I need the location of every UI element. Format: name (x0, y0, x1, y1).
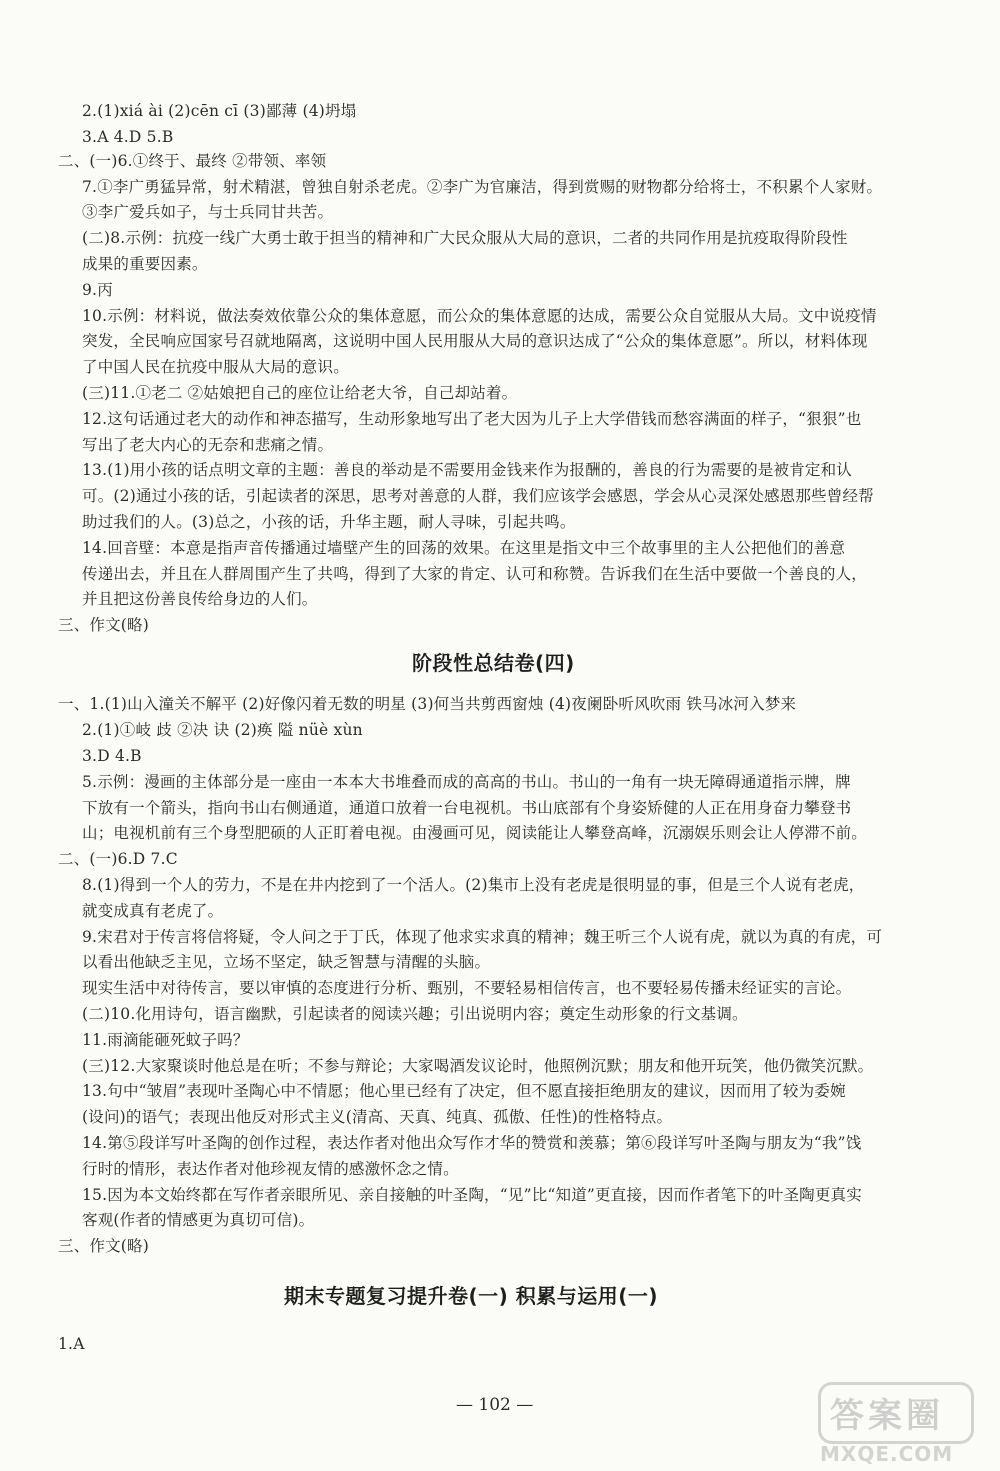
text-line: 了中国人民在抗疫中服从大局的意识。 (82, 358, 349, 376)
text-line: 现实生活中对待传言，要以审慎的态度进行分析、甄别，不要轻易相信传言，也不要轻易传播未经证实的言论。 (82, 979, 852, 997)
text-line: 13.(1)用小孩的话点明文章的主题：善良的举动是不需要用金钱来作为报酬的，善良的行为需要的是被肯定和认 (82, 461, 853, 479)
text-line: 3.D 4.B (82, 747, 142, 765)
section-title: 阶段性总结卷(四) (412, 651, 575, 675)
page-number: — 102 — (456, 1395, 534, 1415)
watermark-url: MXQE.COM (820, 1442, 954, 1466)
watermark-logo-text: 答案圈 (830, 1396, 944, 1436)
text-line: 以看出他缺乏主见，立场不坚定，缺乏智慧与清醒的头脑。 (82, 953, 491, 971)
text-line: 可。(2)通过小孩的话，引起读者的深思，思考对善意的人群，我们应该学会感恩，学会从心灵深处感恩那些曾经帮 (82, 487, 874, 505)
text-line: 2.(1)①岐 歧 ②决 诀 (2)痪 隘 nüè xùn (82, 721, 363, 739)
watermark-logo (790, 1380, 990, 1470)
text-line: 15.因为本文始终都在写作者亲眼所见、亲自接触的叶圣陶，“见”比“知道”更直接，因而作者笔下的叶圣陶更真实 (82, 1186, 862, 1204)
text-line: (三)12.大家聚谈时他总是在听；不参与辩论；大家喝酒发议论时，他照例沉默；朋友和他开玩笑，他仍微笑沉默。 (82, 1057, 874, 1075)
text-line: 3.A 4.D 5.B (82, 128, 174, 146)
text-line: 9.宋君对于传言将信将疑，令人问之于丁氏，体现了他求实求真的精神；魏王听三个人说有虎，就以为真的有虎，可 (82, 928, 883, 946)
text-line: 9.丙 (82, 281, 113, 299)
text-line: 下放有一个箭头，指向书山右侧通道，通道口放着一台电视机。书山底部有个身姿矫健的人正在用身奋力攀登书 (82, 799, 852, 817)
text-line: 行时的情形，表达作者对他珍视友情的感激怀念之情。 (82, 1160, 459, 1178)
text-line: 12.这句话通过老大的动作和神态描写，生动形象地写出了老大因为儿子上大学借钱而愁容满面的样子，“狠狠”也 (82, 410, 862, 428)
text-line: 1.A (58, 1335, 85, 1353)
text-line: 14.第⑤段详写叶圣陶的创作过程，表达作者对他出众写作才华的赞赏和羡慕；第⑥段详写叶圣陶与朋友为“我”饯 (82, 1134, 862, 1152)
text-line: 三、作文(略) (58, 1237, 149, 1255)
section-title: 期末专题复习提升卷(一) 积累与运用(一) (284, 1284, 659, 1308)
text-line: (三)11.①老二 ②姑娘把自己的座位让给老大爷，自己却站着。 (82, 384, 518, 402)
text-line: 5.示例：漫画的主体部分是一座由一本本大书堆叠而成的高高的书山。书山的一角有一块无障碍通道指示牌，牌 (82, 773, 851, 791)
text-line: 13.句中“皱眉”表现叶圣陶心中不情愿；他心里已经有了决定，但不愿直接拒绝朋友的建议，因而用了较为委婉 (82, 1082, 846, 1100)
text-line: 14.回音壁：本意是指声音传播通过墙壁产生的回荡的效果。在这里是指文中三个故事里的主人公把他们的善意 (82, 539, 846, 557)
text-line: 二、(一)6.①终于、最终 ②带领、率领 (58, 152, 327, 170)
text-line: 三、作文(略) (58, 616, 149, 634)
text-line: 突发，全民响应国家号召就地隔离，这说明中国人民用服从大局的意识达成了“公众的集体意愿”。所以，材料体现 (82, 332, 868, 350)
text-line: ③李广爱兵如子，与士兵同甘共苦。 (82, 203, 334, 221)
text-line: 就变成真有老虎了。 (82, 902, 224, 920)
text-line: 11.雨滴能砸死蚊子吗？ (82, 1031, 249, 1049)
text-line: 2.(1)xiá ài (2)cēn cī (3)鄙薄 (4)坍塌 (82, 102, 357, 120)
text-line: 写出了老大内心的无奈和悲痛之情。 (82, 436, 334, 454)
text-line: 7.①李广勇猛异常，射术精湛，曾独自射杀老虎。②李广为官廉洁，得到赏赐的财物都分给将士，不积累个人家财。 (82, 178, 883, 196)
text-line: 助过我们的人。(3)总之，小孩的话，升华主题，耐人寻味，引起共鸣。 (82, 513, 576, 531)
text-line: 山；电视机前有三个身型肥硕的人正盯着电视。由漫画可见，阅读能让人攀登高峰，沉溺娱乐则会让人停滞不前。 (82, 824, 868, 842)
text-line: 一、1.(1)山入潼关不解平 (2)好像闪着无数的明星 (3)何当共剪西窗烛 (4)夜阑卧听风吹雨 铁马冰河入梦来 (58, 695, 797, 713)
text-line: 8.(1)得到一个人的劳力，不是在井内挖到了一个活人。(2)集市上没有老虎是很明显的事，但是三个人说有老虎， (82, 876, 865, 894)
text-line: 10.示例：材料说，做法奏效依靠公众的集体意愿，而公众的集体意愿的达成，需要公众自觉服从大局。文中说疫情 (82, 307, 877, 325)
text-line: (二)8.示例：抗疫一线广大勇士敢于担当的精神和广大民众服从大局的意识，二者的共同作用是抗疫取得阶段性 (82, 229, 848, 247)
text-line: (二)10.化用诗句，语言幽默，引起读者的阅读兴趣；引出说明内容；奠定生动形象的行文基调。 (82, 1005, 748, 1023)
text-line: 成果的重要因素。 (82, 255, 208, 273)
text-line: 二、(一)6.D 7.C (58, 850, 178, 868)
text-line: 客观(作者的情感更为真切可信)。 (82, 1211, 315, 1229)
text-line: 传递出去，并且在人群周围产生了共鸣，得到了大家的肯定、认可和称赞。告诉我们在生活中要做一个善良的人， (82, 565, 868, 583)
text-line: (设问)的语气；表现出他反对形式主义(清高、天真、纯真、孤傲、任性)的性格特点。 (82, 1108, 673, 1126)
text-line: 并且把这份善良传给身边的人们。 (82, 590, 318, 608)
